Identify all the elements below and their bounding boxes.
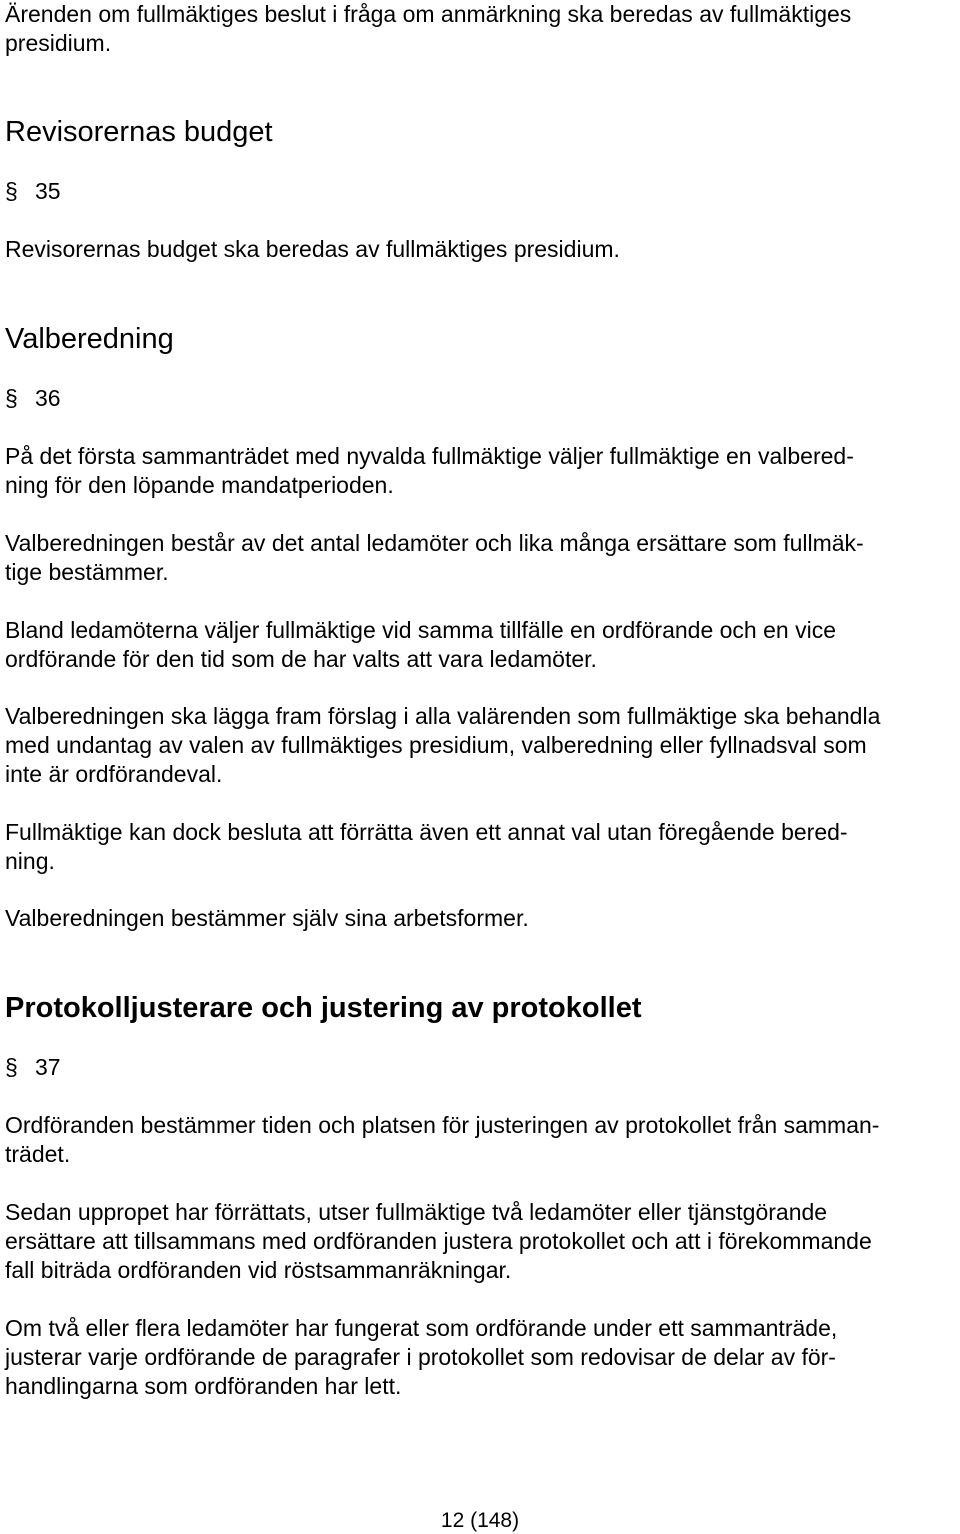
- text-line: Bland ledamöterna väljer fullmäktige vid samma tillfälle en ordförande och en vice: [5, 617, 836, 643]
- text-line: inte är ordförandeval.: [5, 761, 223, 787]
- text-line: Sedan uppropet har förrättats, utser fullmäktige två ledamöter eller tjänstgörande: [5, 1199, 828, 1225]
- text-line: fall biträda ordföranden vid röstsammanräkningar.: [5, 1257, 512, 1283]
- text-line: Ordföranden bestämmer tiden och platsen för justeringen av protokollet från samman-: [5, 1112, 880, 1138]
- text-line: Revisorernas budget ska beredas av fullmäktiges presidium.: [5, 236, 620, 262]
- text-line: handlingarna som ordföranden har lett.: [5, 1373, 402, 1399]
- text-line: trädet.: [5, 1141, 71, 1167]
- text-line: med undantag av valen av fullmäktiges presidium, valberedning eller fyllnadsval som: [5, 732, 867, 758]
- paragraph: [5, 1111, 957, 1169]
- text-line: Valberedningen bestämmer själv sina arbetsformer.: [5, 905, 529, 931]
- page-number: 12 (148): [440, 1509, 520, 1532]
- text-line: tige bestämmer.: [5, 559, 169, 585]
- section-number-36: § 36: [5, 385, 61, 411]
- paragraph: [5, 904, 957, 933]
- paragraph: [5, 616, 957, 674]
- section-heading-valberedning: Valberedning: [5, 323, 174, 355]
- section-sign-icon: §: [5, 385, 18, 411]
- section-sign-icon: §: [5, 178, 18, 204]
- text-line: Ärenden om fullmäktiges beslut i fråga om anmärkning ska beredas av fullmäktiges: [5, 1, 852, 27]
- intro-paragraph: [5, 0, 957, 58]
- text-line: ning för den löpande mandatperioden.: [5, 472, 394, 498]
- section-heading-revisorernas-budget: Revisorernas budget: [5, 116, 273, 148]
- text-line: presidium.: [5, 30, 112, 56]
- paragraph: [5, 1198, 957, 1285]
- paragraph: [5, 702, 957, 789]
- paragraph: [5, 442, 957, 500]
- text-line: Fullmäktige kan dock besluta att förrätta även ett annat val utan föregående bered-: [5, 819, 848, 845]
- paragraph: [5, 235, 957, 264]
- text-line: justerar varje ordförande de paragrafer i protokollet som redovisar de delar av för-: [5, 1344, 836, 1370]
- text-line: Om två eller flera ledamöter har fungerat som ordförande under ett sammanträde,: [5, 1315, 838, 1341]
- section-sign-icon: §: [5, 1054, 18, 1080]
- section-heading-protokolljusterare: Protokolljusterare och justering av protokollet: [5, 992, 642, 1024]
- text-line: Valberedningen består av det antal ledamöter och lika många ersättare som fullmäk-: [5, 530, 864, 556]
- text-line: ersättare att tillsammans med ordföranden justera protokollet och att i förekommande: [5, 1228, 872, 1254]
- section-number-35: § 35: [5, 178, 61, 204]
- text-line: ning.: [5, 848, 55, 874]
- paragraph: [5, 818, 957, 876]
- text-line: På det första sammanträdet med nyvalda fullmäktige väljer fullmäktige en valbered-: [5, 443, 854, 469]
- text-line: Valberedningen ska lägga fram förslag i alla valärenden som fullmäktige ska behandla: [5, 703, 881, 729]
- section-number-37: § 37: [5, 1054, 61, 1080]
- paragraph: [5, 529, 957, 587]
- text-line: ordförande för den tid som de har valts att vara ledamöter.: [5, 646, 597, 672]
- paragraph: [5, 1314, 957, 1401]
